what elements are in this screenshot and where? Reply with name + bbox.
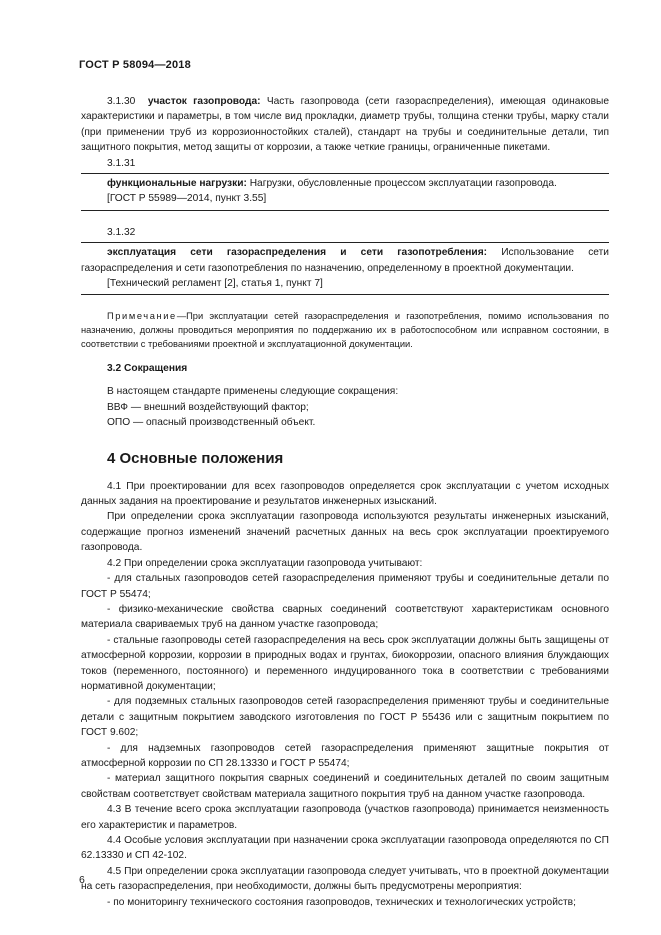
clause-3-1-32 — [81, 245, 609, 276]
abbreviations-list — [81, 384, 609, 430]
definition: Использование сети газораспределения и сети газопотребления по назначению, определенному в проектной документации. — [81, 247, 609, 274]
paragraph: 4.2 При определении срока эксплуатации газопровода учитывают: — [107, 557, 423, 569]
clause-number: 3.1.31 — [107, 157, 136, 169]
subsection-title: 3.2 Сокращения — [107, 363, 188, 375]
list-item: - для надземных газопроводов сетей газораспределения применяют защитные покрытия от атмосферной коррозии по СП 28.13330 и ГОСТ Р 55474; — [81, 742, 609, 769]
abbreviations-intro: В настоящем стандарте применены следующие сокращения: — [107, 386, 399, 398]
paragraph: 4.4 Особые условия эксплуатации при назначении срока эксплуатации газопровода определяются по СП 62.13330 и СП 42-102. — [81, 835, 609, 862]
list-item: - для подземных стальных газопроводов сетей газораспределения применяют трубы и соединительные детали с защитным покрытием заводского изготовления по ГОСТ Р 55436 или с защитным покрытием по ГОСТ 9.602; — [81, 696, 609, 739]
note-text: —При эксплуатации сетей газораспределения и газопотребления, помимо использования по назначению, должны проводиться мероприятия по поддержанию их в работоспособном или исправном состоянии, в соответствии с требованиями проектной и эксплуатационной документации. — [81, 311, 609, 350]
note — [81, 309, 609, 351]
list-item: - стальные газопроводы сетей газораспределения на весь срок эксплуатации должны быть защищены от атмосферной коррозии, коррозии в природных водах и грунтах, биокоррозии, опасного влияния блуждающих токов (переменного, постоянного) и переменного индуцированного тока в соответствии с требованиями нормативной документации; — [81, 634, 609, 692]
source-reference: [Технический регламент [2], статья 1, пункт 7] — [107, 278, 323, 290]
abbreviation-item: ОПО — опасный производственный объект. — [107, 417, 316, 429]
paragraph: 4.3 В течение всего срока эксплуатации газопровода (участков газопровода) принимается неизменность его характеристик и параметров. — [81, 804, 609, 831]
paragraph: 4.5 При определении срока эксплуатации газопровода следует учитывать, что в проектной документации на сеть газораспределения, при необходимости, должны быть предусмотрены мероприятия: — [81, 865, 609, 893]
term: функциональные нагрузки: — [107, 178, 247, 190]
clause-number: 3.1.32 — [107, 226, 136, 238]
clause-3-1-31 — [81, 176, 609, 191]
list-item: - по мониторингу технического состояния газопроводов, технических и технологических устройств; — [107, 896, 576, 908]
abbreviation-item: ВВФ — внешний воздействующий фактор; — [107, 401, 309, 413]
definition: Нагрузки, обусловленные процессом эксплуатации газопровода. — [249, 178, 557, 190]
paragraph: При определении срока эксплуатации газопровода используются результаты инженерных изысканий, содержащие прогноз изменений значений расчетных данных на весь срок эксплуатации проектируемого газопровода. — [81, 511, 609, 554]
page-number: 6 — [79, 874, 85, 886]
clause-3-1-30 — [81, 94, 609, 156]
paragraph: 4.1 При проектировании для всех газопроводов определяется срок эксплуатации с учетом исходных данных задания на проектирование и результатов инженерных изысканий. — [81, 480, 609, 508]
document-body — [81, 94, 609, 910]
list-item: - материал защитного покрытия сварных соединений и соединительных деталей по своим защитным свойствам соответствует свойствам материала защитного покрытия труб на данном участке газопровода. — [81, 773, 609, 800]
term: эксплуатация сети газораспределения и сети газопотребления: — [107, 247, 488, 259]
source-reference: [ГОСТ Р 55989—2014, пункт 3.55] — [107, 193, 267, 205]
section-title: 4 Основные положения — [107, 449, 284, 467]
definition: Часть газопровода (сети газораспределения), имеющая одинаковые характеристики и параметры, в том числе вид прокладки, диаметр трубы, толщина стенки трубы, марку стали (при применении труб из коррозионностойких сталей), стандарт на трубы и соединительные детали, тип защитного покрытия, метод защиты от коррозии, а также четкие границы, ограниченные пикетами. — [81, 96, 609, 154]
document-header: ГОСТ Р 58094—2018 — [79, 59, 191, 71]
list-item: - физико-механические свойства сварных соединений соответствуют характеристикам основного материала свариваемых труб на данном участке газопровода; — [81, 603, 609, 631]
note-label: Примечание — [107, 311, 177, 322]
term: участок газопровода: — [147, 96, 261, 107]
term-box — [81, 242, 609, 295]
term-box — [81, 173, 609, 211]
list-item: - для стальных газопроводов сетей газораспределения применяют трубы и соединительные детали по ГОСТ Р 55474; — [81, 573, 609, 600]
clause-number: 3.1.30 — [107, 96, 136, 107]
